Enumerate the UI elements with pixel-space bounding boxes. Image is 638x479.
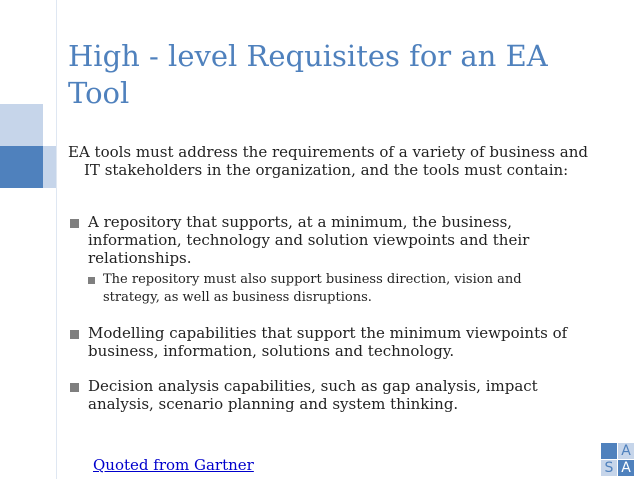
logo-block-top-left — [601, 443, 617, 459]
accent-bar-light-lower — [43, 146, 56, 188]
sub-bullet-marker — [88, 277, 95, 284]
accent-bar-top — [0, 0, 56, 104]
bullet-marker — [70, 219, 79, 228]
accent-bar-light — [0, 104, 43, 146]
company-logo — [601, 443, 635, 477]
list-item: A repository that supports, at a minimum, the business, information, technology and solution viewpoints and their relationships. — [88, 213, 530, 267]
list-item: Modelling capabilities that support the minimum viewpoints of business, information, solutions and technology. — [88, 324, 568, 360]
gartner-quote-link[interactable]: Quoted from Gartner — [93, 456, 254, 474]
logo-letter-a-bottom: A — [618, 460, 634, 476]
logo-letter-s: S — [601, 460, 617, 476]
bullet-marker — [70, 383, 79, 392]
divider-line — [56, 0, 57, 479]
bullet-marker — [70, 330, 79, 339]
list-item: Decision analysis capabilities, such as gap analysis, impact analysis, scenario planning and system thinking. — [88, 377, 538, 413]
accent-bar-dark — [0, 146, 43, 188]
sub-list-item: The repository must also support business direction, vision and strategy, as well as business disruptions. — [103, 272, 522, 305]
page-title: High - level Requisites for an EA Tool — [68, 39, 548, 110]
logo-letter-a-top: A — [618, 443, 634, 459]
intro-text: EA tools must address the requirements of a variety of business and IT stakeholders in the organization, and the tools must contain: — [68, 143, 588, 179]
